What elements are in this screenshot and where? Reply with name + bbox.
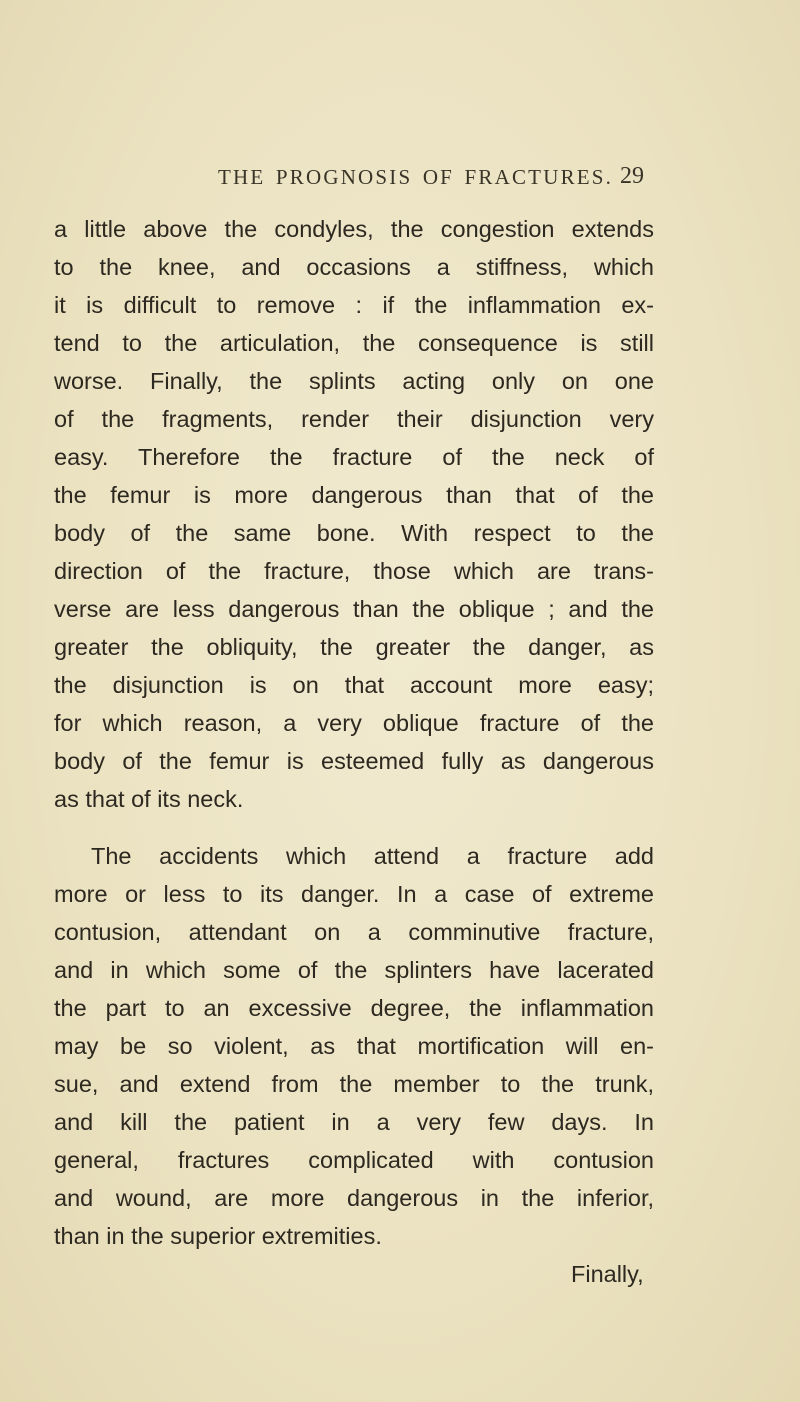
text-line: may be so violent, as that mortification will en- bbox=[54, 1033, 654, 1059]
text-line: more or less to its danger. In a case of extreme bbox=[54, 881, 654, 907]
text-line: the disjunction is on that account more easy; bbox=[54, 672, 654, 698]
text-line: tend to the articulation, the consequence is still bbox=[54, 330, 654, 356]
text-line: worse. Finally, the splints acting only on one bbox=[54, 368, 654, 394]
page-header bbox=[0, 165, 800, 195]
text-line: of the fragments, render their disjunction very bbox=[54, 406, 654, 432]
text-line: for which reason, a very oblique fracture of the bbox=[54, 710, 654, 736]
text-line: easy. Therefore the fracture of the neck of bbox=[54, 444, 654, 470]
text-line: the femur is more dangerous than that of the bbox=[54, 482, 654, 508]
text-line: verse are less dangerous than the oblique ; and the bbox=[54, 596, 654, 622]
text-line: as that of its neck. bbox=[54, 786, 244, 812]
text-line: and kill the patient in a very few days. In bbox=[54, 1109, 654, 1135]
text-line: and wound, are more dangerous in the inferior, bbox=[54, 1185, 654, 1211]
text-line: contusion, attendant on a comminutive fracture, bbox=[54, 919, 654, 945]
text-line: the part to an excessive degree, the inflammation bbox=[54, 995, 654, 1021]
text-line: sue, and extend from the member to the trunk, bbox=[54, 1071, 654, 1097]
text-line: direction of the fracture, those which are trans- bbox=[54, 558, 654, 584]
text-line: general, fractures complicated with contusion bbox=[54, 1147, 654, 1173]
text-line: than in the superior extremities. bbox=[54, 1223, 382, 1249]
text-line: body of the femur is esteemed fully as dangerous bbox=[54, 748, 654, 774]
text-line: The accidents which attend a fracture add bbox=[91, 843, 654, 869]
page-number: 29 bbox=[620, 163, 644, 189]
text-line: body of the same bone. With respect to the bbox=[54, 520, 654, 546]
running-head: THE PROGNOSIS OF FRACTURES. bbox=[218, 165, 614, 189]
catchword: Finally, bbox=[571, 1261, 644, 1287]
text-line: greater the obliquity, the greater the danger, as bbox=[54, 634, 654, 660]
text-line: and in which some of the splinters have lacerated bbox=[54, 957, 654, 983]
text-line: a little above the condyles, the congestion extends bbox=[54, 216, 654, 242]
text-line: it is difficult to remove : if the inflammation ex- bbox=[54, 292, 654, 318]
text-line: to the knee, and occasions a stiffness, which bbox=[54, 254, 654, 280]
